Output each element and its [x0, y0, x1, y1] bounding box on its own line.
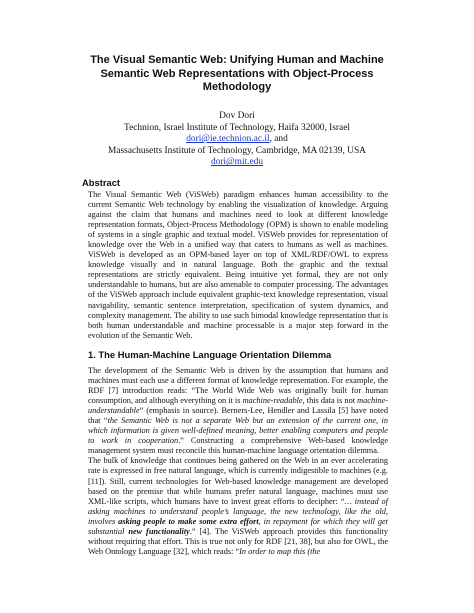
bold-emphasis-text: asking people to make some extra effort: [118, 516, 259, 526]
author-email-line: [60, 157, 414, 169]
author-email-line: [60, 134, 414, 146]
body-text: .” Constructing a comprehensive Web-based knowledge management system must reconcile this human-machine language orientation dilemma.: [88, 436, 388, 456]
author-name: Dov Dori: [219, 111, 255, 121]
section-body: [88, 366, 388, 557]
quote-text: … instead of asking machines to understand people’s language, the new technology, like the old, involves: [88, 496, 388, 526]
email-suffix: , and: [269, 134, 288, 145]
body-text: The bulk of knowledge that continues being gathered on the Web in an ever accelerating rate is expressed in free natural language, which is currently indigestible to machines (e.g. [11]). Still, current technologies for Web-based knowledge management are developed based on the premise that while humans prefer natural language, machines must use XML-like scripts, which humans have to invest great efforts to decipher: “: [88, 456, 388, 506]
title-line: Semantic Web Representations with Object-Process: [100, 67, 374, 80]
emphasis-text: machine-readable: [242, 396, 303, 406]
author-affiliation: Massachusetts Institute of Technology, Cambridge, MA 02139, USA: [108, 145, 366, 156]
body-text: The development of the Semantic Web is driven by the assumption that humans and machines must each use a different format of knowledge representation. For example, the RDF [7] introduction reads: “The World Wide Web was originally built for human consumption, and although everything on it is: [88, 366, 388, 406]
author-affiliation: Technion, Israel Institute of Technology, Haifa 32000, Israel: [124, 122, 350, 133]
body-text: ” (emphasis in source). Berners-Lee, Hendler and Lassila [5] have noted that “: [88, 406, 388, 426]
abstract-text: The Visual Semantic Web (ViSWeb) paradigm enhances human accessibility to the current Semantic Web technology by enabling the visualization of knowledge. Arguing against the claim that humans and machines need to look at different knowledge representation formats, Object-Process Methodology (OPM) is shown to enable modeling of systems in a single graphic and textual model. ViSWeb provides for representation of knowledge over the Web in a unified way that caters to humans as well as machines. ViSWeb is developed as an OPM-based layer on top of XML/RDF/OWL to express knowledge visually and in natural language. Both the graphic and the textual representations are strictly equivalent. Being intuitive yet formal, they are not only understandable to humans, but are also amenable to computer processing. The advantages of the ViSWeb approach include equivalent graphic-text knowledge representation, visual navigability, semantic sentence interpretation, specification of system dynamics, and complexity management. The ability to use such bimodal knowledge representation that is both human understandable and machine processable is a major step forward in the evolution of the Semantic Web.: [88, 190, 388, 340]
email-link[interactable]: dori@ie.technion.ac.il: [186, 134, 270, 145]
title-line: The Visual Semantic Web: Unifying Human and Machine: [90, 54, 384, 66]
title-line: Methodology: [202, 81, 272, 93]
emphasis-text: machine-understandable: [88, 396, 388, 416]
paper-title: [60, 54, 414, 95]
quote-text: In order to map this (the: [239, 546, 321, 556]
section-heading: 1. The Human-Machine Language Orientation Dilemma: [88, 349, 332, 360]
body-text: , this data is not: [302, 396, 358, 406]
quote-text: the Semantic Web is not a separate Web but an extension of the current one, in which information is given well-defined meaning, better enabling computers and people to work in cooperation: [88, 416, 388, 446]
author-block: [60, 111, 414, 169]
bold-emphasis-text: new functionality: [128, 526, 190, 536]
quote-text: , in repayment for which they will get substantial: [88, 516, 388, 536]
abstract-heading: Abstract: [82, 177, 121, 188]
body-text: .” [4]. The ViSWeb approach provides this functionality without requiring that effort. This is true not only for RDF [21, 38], but also for OWL, the Web Ontology Language [32], which reads: “: [88, 526, 389, 556]
email-link[interactable]: dori@mit.edu: [210, 157, 264, 168]
